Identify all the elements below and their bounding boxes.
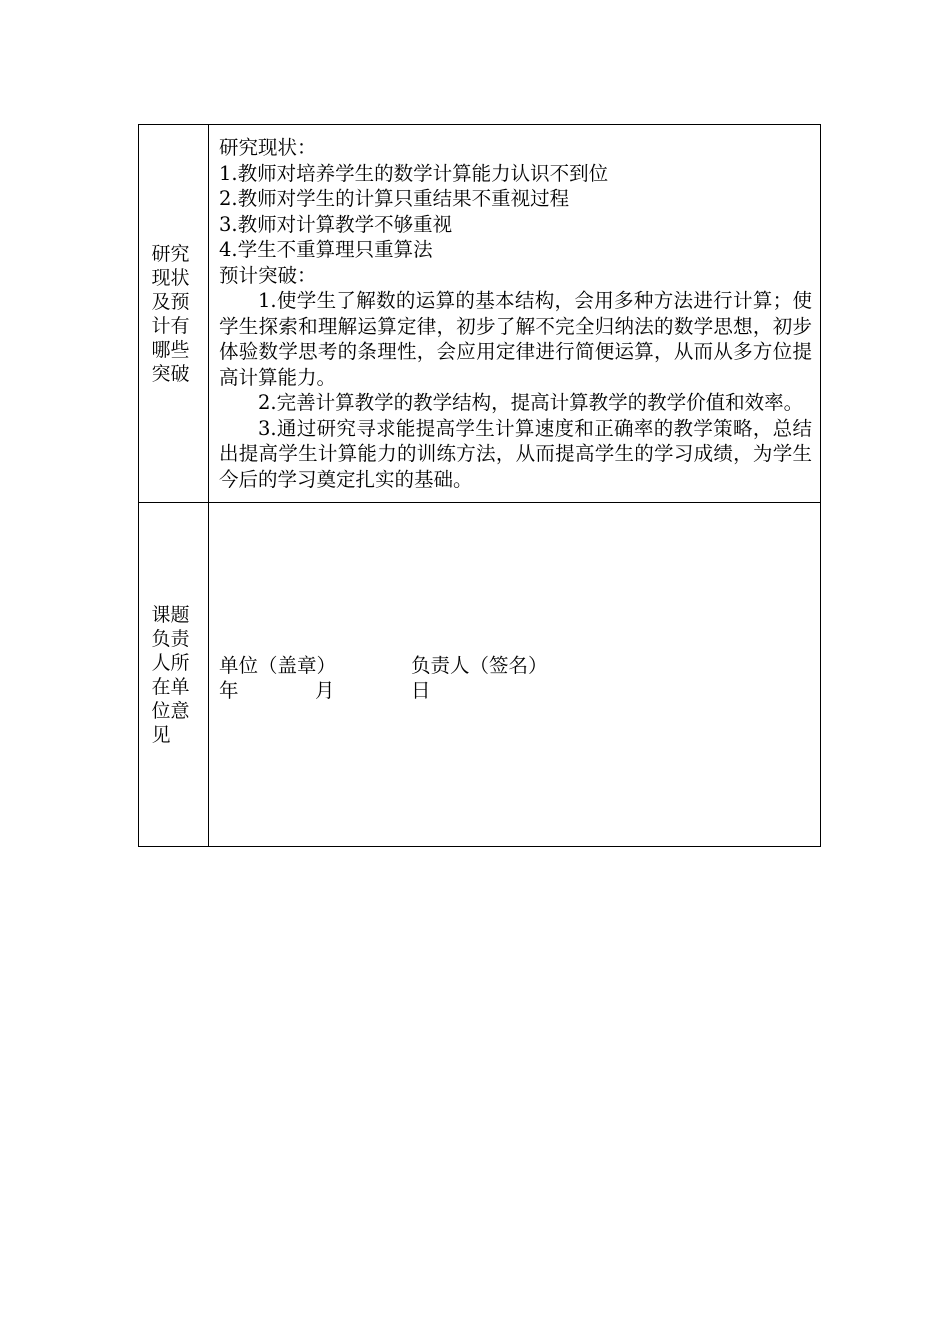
breakthrough-paragraph: 2.完善计算教学的教学结构，提高计算教学的教学价值和效率。 [258,391,804,414]
person-sign-label: 负责人（签名） [411,653,548,677]
signature-block [219,653,812,703]
status-item: 3.教师对计算教学不够重视 [219,212,453,236]
status-item: 2.教师对学生的计算只重结果不重视过程 [219,187,570,210]
signature-row [219,653,812,678]
day-label: 日 [411,678,431,702]
unit-seal-label: 单位（盖章） [219,653,337,677]
status-item: 1.教师对培养学生的数学计算能力认识不到位 [219,161,609,185]
research-status-row [139,125,821,503]
unit-opinion-row [139,503,821,847]
breakthrough-heading: 预计突破： [219,263,317,287]
unit-opinion-label: 课题负责人所在单位意见 [151,603,190,746]
research-status-label-cell [139,125,209,503]
unit-opinion-label-cell [139,503,209,847]
unit-opinion-content-cell [209,503,821,847]
status-item: 4.学生不重算理只重算法 [219,238,433,261]
breakthrough-paragraph: 1.使学生了解数的运算的基本结构，会用多种方法进行计算；使学生探索和理解运算定律，初步了解不完全归纳法的数学思想，初步体验数学思考的条理性，会应用定律进行简便运算，从而从多方位提高计算能力。 [219,289,812,389]
date-row [219,678,812,703]
month-label: 月 [315,678,335,702]
breakthrough-paragraph: 3.通过研究寻求能提高学生计算速度和正确率的教学策略，总结出提高学生计算能力的训练方法，从而提高学生的学习成绩，为学生今后的学习奠定扎实的基础。 [219,416,812,491]
year-label: 年 [219,678,239,702]
research-status-label: 研究现状及预计有哪些突破 [151,242,190,385]
research-status-content-cell [209,125,821,503]
status-heading: 研究现状： [219,136,317,159]
application-form-table [138,124,821,847]
